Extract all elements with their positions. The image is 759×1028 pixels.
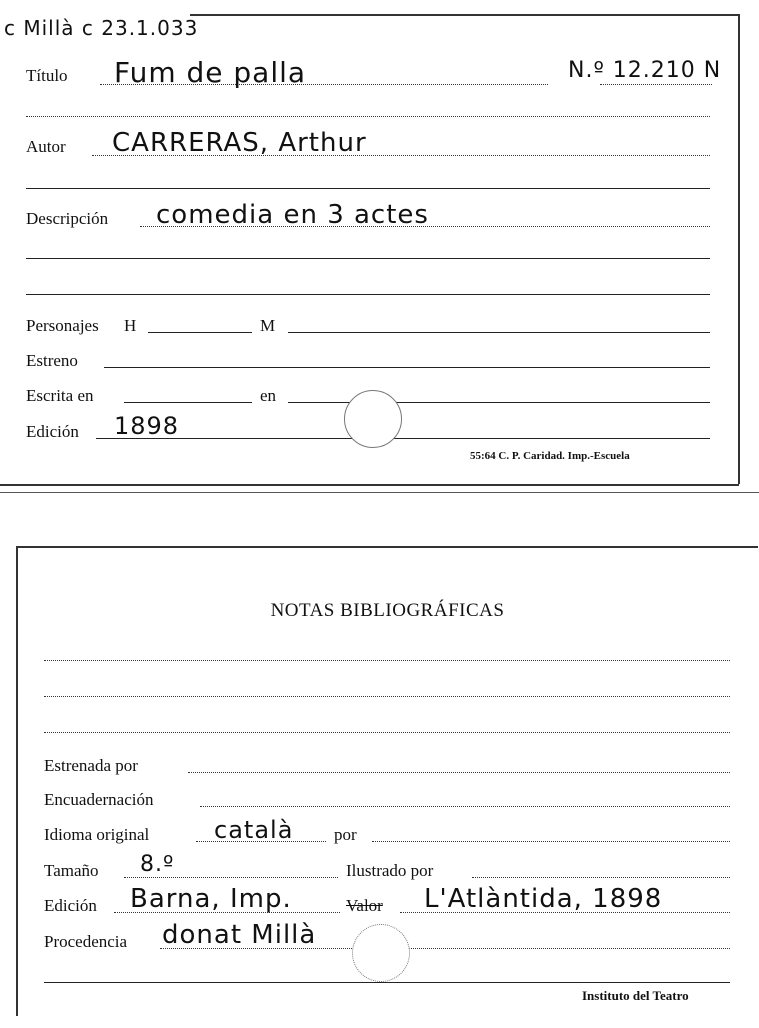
top-card (0, 0, 759, 500)
catalog-reference: c Millà c 23.1.033 (4, 16, 199, 40)
escrita-label: Escrita en (26, 386, 94, 405)
top-card-right-edge (738, 14, 740, 484)
idioma-label: Idioma original (44, 825, 150, 844)
m-label: M (260, 316, 276, 335)
h-line (148, 332, 252, 333)
punch-hole-2 (352, 924, 410, 982)
tamano-value: 8.º (140, 852, 175, 877)
edicion-label-2: Edición (44, 896, 97, 915)
notas-line-3 (44, 732, 730, 733)
titulo-line-2 (26, 116, 710, 117)
descripcion-line-3 (26, 294, 710, 295)
edicion-value: 1898 (114, 412, 180, 440)
escrita-line (124, 402, 252, 403)
personajes-label: Personajes (26, 316, 99, 335)
autor-value: CARRERAS, Arthur (112, 128, 367, 158)
descripcion-label: Descripción (26, 209, 109, 228)
bottom-card (0, 500, 759, 1028)
descripcion-value: comedia en 3 actes (156, 200, 429, 230)
edicion-value-2: Barna, Imp. (130, 884, 292, 914)
numero-line (600, 84, 712, 85)
valor-value: L'Atlàntida, 1898 (424, 884, 663, 914)
estreno-line (104, 367, 710, 368)
final-line (44, 982, 730, 983)
tamano-label: Tamaño (44, 861, 99, 880)
edicion-line (96, 438, 710, 439)
encuadernacion-label: Encuadernación (44, 790, 154, 809)
top-card-top-edge (190, 14, 738, 16)
titulo-value: Fum de palla (114, 56, 307, 89)
idioma-value: català (214, 816, 294, 844)
autor-line-2 (26, 188, 710, 189)
valor-label: Valor (346, 896, 383, 915)
numero-value: N.º 12.210 N (568, 58, 722, 83)
procedencia-label: Procedencia (44, 932, 128, 951)
m-line (288, 332, 710, 333)
top-card-bottom-edge (0, 484, 739, 486)
titulo-label: Título (26, 66, 68, 85)
encuadernacion-line (200, 806, 730, 807)
printer-imprint: 55:64 C. P. Caridad. Imp.-Escuela (470, 450, 630, 462)
notas-line-2 (44, 696, 730, 697)
estrenada-line (188, 772, 730, 773)
descripcion-line-2 (26, 258, 710, 259)
por-line (372, 841, 730, 842)
institution-name: Instituto del Teatro (582, 988, 689, 1003)
tamano-line (124, 877, 338, 878)
en-label: en (260, 386, 277, 405)
edicion-label: Edición (26, 422, 79, 441)
ilustrado-label: Ilustrado por (346, 861, 434, 880)
h-label: H (124, 316, 137, 335)
page-divider (0, 492, 759, 493)
ilustrado-line (472, 877, 730, 878)
autor-label: Autor (26, 137, 66, 156)
procedencia-value: donat Millà (162, 920, 317, 950)
estrenada-label: Estrenada por (44, 756, 138, 775)
punch-hole (344, 390, 402, 448)
bottom-card-top-edge (16, 546, 758, 548)
notas-heading: NOTAS BIBLIOGRÁFICAS (270, 600, 505, 621)
notas-line-1 (44, 660, 730, 661)
estreno-label: Estreno (26, 351, 78, 370)
por-label: por (334, 825, 357, 844)
